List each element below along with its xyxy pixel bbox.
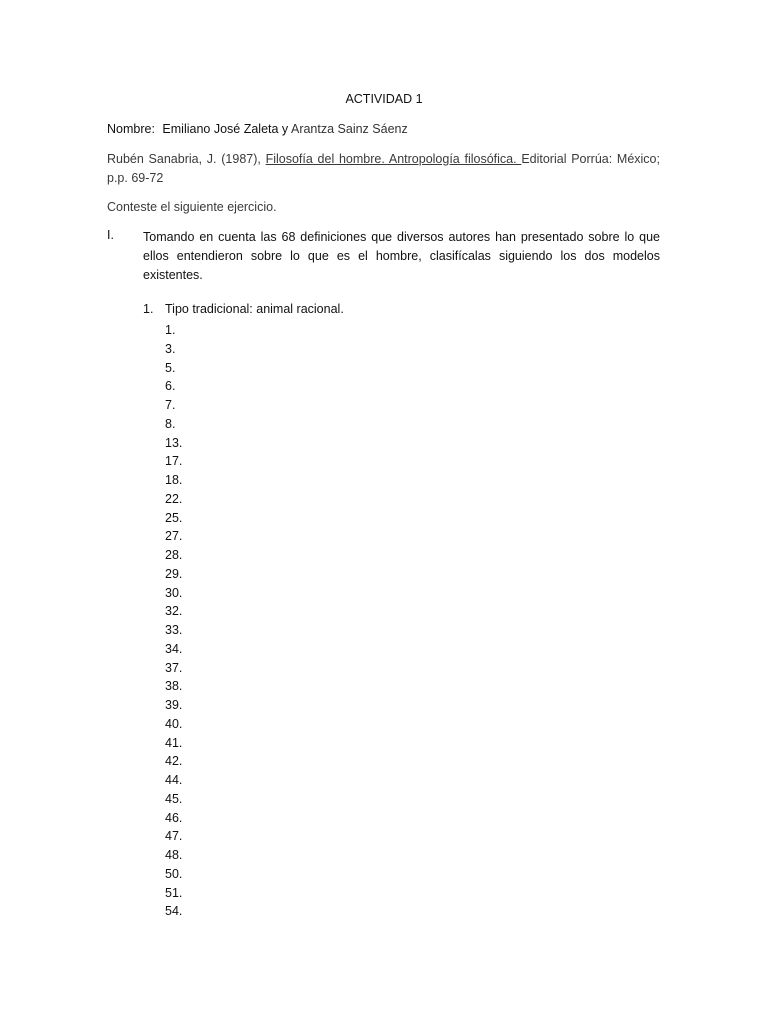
- list-item: 7.: [165, 398, 176, 412]
- list-item: 6.: [165, 379, 176, 394]
- citation-author-year: Rubén Sanabria, J. (1987),: [107, 152, 266, 166]
- list-item: 47.: [165, 829, 183, 844]
- list-item: 17.: [165, 454, 183, 469]
- list-item: 51.: [165, 885, 183, 900]
- list-item: 33.: [165, 623, 183, 637]
- list-item: 48.: [165, 848, 183, 862]
- list-item: 1.: [165, 323, 176, 337]
- list-item: 38.: [165, 679, 183, 694]
- citation-publisher: Editorial Porrúa: México; p.p. 69-72: [107, 152, 660, 185]
- list-item: 37.: [165, 660, 183, 675]
- name-label: Nombre:: [107, 122, 155, 136]
- list-item: 45.: [165, 791, 183, 806]
- list-item: 25.: [165, 510, 183, 525]
- list-item: 29.: [165, 566, 183, 581]
- list-item: 13.: [165, 435, 183, 450]
- name-line: [107, 122, 408, 136]
- citation-book-title: Filosofía del hombre. Antropología filosófica.: [265, 152, 522, 166]
- list-item: 8.: [165, 416, 176, 431]
- list-item: 44.: [165, 773, 183, 787]
- list-item: 3.: [165, 341, 176, 356]
- section-text: Tomando en cuenta las 68 definiciones que diversos autores han presentado sobre lo que ellos entendieron sobre lo que es el hombre, clasifícalas siguiendo los dos modelos existentes.: [143, 230, 660, 282]
- list-item: 5.: [165, 360, 176, 375]
- list-item: 22.: [165, 491, 183, 506]
- document-title: ACTIVIDAD 1: [345, 92, 423, 106]
- numbered-list: [165, 321, 182, 921]
- list-item: 50.: [165, 866, 183, 881]
- list-item: 34.: [165, 641, 183, 656]
- names-part2: Arantza Sainz Sáenz: [290, 122, 408, 136]
- subsection-text: Tipo tradicional: animal racional.: [165, 302, 344, 316]
- list-item: 39.: [165, 698, 183, 712]
- list-item: 46.: [165, 810, 183, 825]
- instruction-text: Conteste el siguiente ejercicio.: [107, 200, 277, 214]
- list-item: 27.: [165, 529, 183, 544]
- list-item: 41.: [165, 735, 183, 750]
- section-roman-numeral: I.: [107, 228, 114, 242]
- list-item: 32.: [165, 604, 183, 619]
- list-item: 18.: [165, 473, 183, 487]
- list-item: 30.: [165, 585, 183, 600]
- citation: [107, 150, 660, 188]
- list-item: 54.: [165, 904, 183, 919]
- list-item: 40.: [165, 716, 183, 731]
- list-item: 42.: [165, 754, 183, 769]
- names-part1: Emiliano José Zaleta y: [162, 122, 289, 136]
- list-item: 28.: [165, 548, 183, 562]
- subsection-number: 1.: [143, 302, 154, 316]
